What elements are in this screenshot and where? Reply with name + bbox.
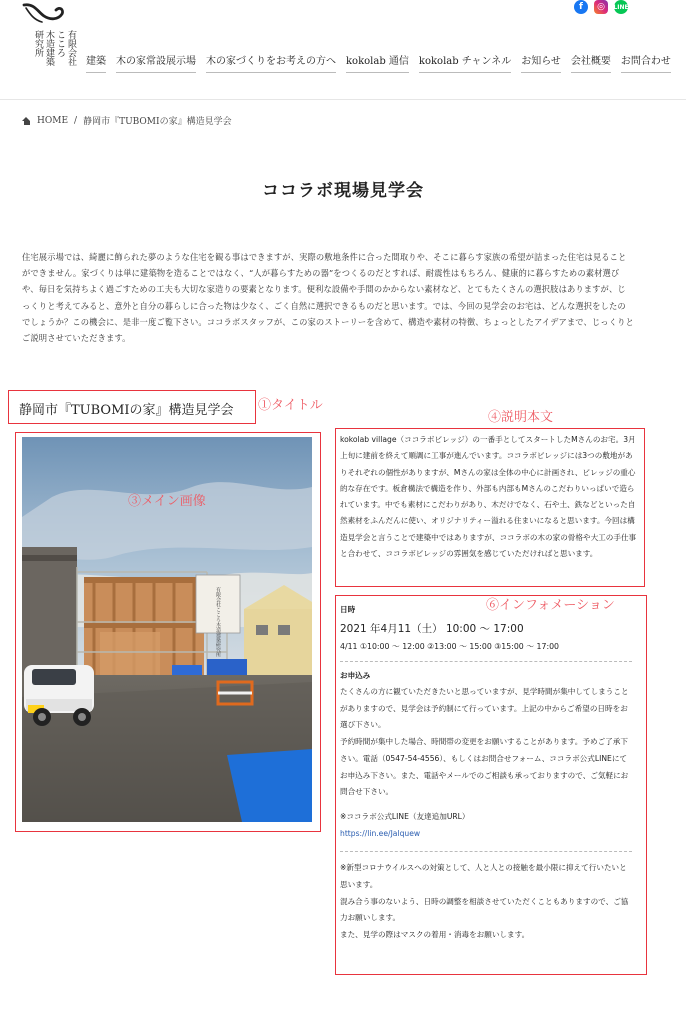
- annotation-title: ①タイトル: [258, 398, 323, 413]
- line-link[interactable]: https://lin.ee/Jalquew: [340, 828, 421, 838]
- covid-notice: ※新型コロナウイルスへの対策として、人と人との接触を最小限に抑えて行いたいと思います。: [340, 863, 627, 890]
- line-icon[interactable]: LINE: [614, 0, 628, 14]
- datetime-label: 日時: [340, 605, 356, 614]
- nav-item-showroom[interactable]: 木の家常設展示場: [116, 52, 196, 73]
- description-text: kokolab village（ココラボビレッジ）の一番手としてスタートしたMさんのお宅。3月上旬に建前を終えて順調に工事が進んでいます。ココラボビレッジには3つの敷地がありそれぞれの個性がありますが、Mさんの家は全体の中心に計画され、ビレッジの重心的な存在です。板倉構法で構造を作り、外部も内部もMさんのこだわりいっぱいで造られています。中でも素材にこだわりがあり、木だけでなく、石や土、鉄などといった自然素材をふんだんに使い、オリジナリティー溢れる住まいになると思います。今回は構造見学会と言うことで建築中ではありますが、ココラボの木の家の骨格や大工の手仕事と合わせて、ココラボビレッジの雰囲気を感じていただければと思います。: [340, 435, 637, 559]
- annotation-image: ③メイン画像: [128, 494, 206, 509]
- logo-text: こころ: [55, 30, 65, 57]
- logo-text: 木造建築: [44, 30, 54, 66]
- nav-item-contact[interactable]: お問合わせ: [621, 52, 671, 73]
- header-divider: [0, 99, 686, 100]
- logo-text: 有限会社: [66, 30, 76, 66]
- breadcrumb: [22, 114, 232, 127]
- apply-text: 予約時間が集中した場合、時間帯の変更をお願いすることがあります。予めご了承下さい。電話（0547-54-4556）、もしくはお問合せフォーム、ココラボ公式LINEにてお申込み下さい。また、電話やメールでのご相談も承っておりますので、ご気軽にお問合せ下さい。: [340, 737, 629, 797]
- home-icon: [22, 117, 31, 125]
- social-links: [574, 0, 628, 14]
- info-divider: [340, 851, 632, 852]
- breadcrumb-home[interactable]: HOME: [37, 115, 69, 126]
- annotation-description: ④説明本文: [488, 410, 554, 425]
- event-time-slots: 4/11 ①10:00 〜 12:00 ②13:00 〜 15:00 ③15:00 〜 17:00: [340, 642, 559, 651]
- global-nav: [86, 52, 671, 73]
- site-logo[interactable]: [18, 2, 74, 72]
- instagram-icon[interactable]: ◎: [594, 0, 608, 14]
- logo-mark-icon: [20, 2, 66, 26]
- nav-item-for-builders[interactable]: 木の家づくりをお考えの方へ: [206, 52, 336, 73]
- covid-notice: 混み合う事のないよう、日時の調整を相談させていただくこともありますので、ご協力お願いします。: [340, 896, 629, 923]
- covid-notice: また、見学の際はマスクの着用・消毒をお願いします。: [340, 930, 530, 940]
- info-divider: [340, 661, 632, 662]
- page-title: ココラボ現場見学会: [262, 181, 424, 201]
- apply-text: たくさんの方に観ていただきたいと思っていますが、見学時間が集中してしまうことがありますので、見学会は予約制にて行っています。上記の中からご希望の日時をお選び下さい。: [340, 687, 629, 730]
- nav-item-channel[interactable]: kokolab チャンネル: [419, 52, 511, 73]
- nav-item-news[interactable]: お知らせ: [521, 52, 561, 73]
- section-title: 静岡市『TUBOMIの家』構造見学会: [19, 403, 234, 418]
- logo-text: 研究所: [33, 30, 43, 57]
- breadcrumb-current: 静岡市『TUBOMIの家』構造見学会: [83, 117, 232, 127]
- nav-item-newsletter[interactable]: kokolab 通信: [346, 52, 409, 73]
- sign-text: 有限会社こころ木造建築研究所: [215, 587, 221, 657]
- event-date: 2021 年4月11（土） 10:00 〜 17:00: [340, 623, 524, 635]
- annotation-info: ⑥インフォメーション: [486, 598, 615, 613]
- facebook-icon[interactable]: f: [574, 0, 588, 14]
- apply-label: お申込み: [340, 671, 371, 680]
- line-label: ※ココラボ公式LINE（友達追加URL）: [340, 811, 470, 821]
- nav-item-company[interactable]: 会社概要: [571, 52, 611, 73]
- breadcrumb-separator: /: [74, 115, 78, 126]
- intro-text: 住宅展示場では、綺麗に飾られた夢のような住宅を観る事はできますが、実際の敷地条件に合った間取りや、そこに暮らす家族の希望が詰まった住宅は見ることができません。家づくりは単に建築物を造ることではなく、“人が暮らすための器”をつくるのだとすれば、耐震性はもちろん、健康的に暮らすための素材選びや、毎日を気持ちよく過ごすための工夫も大切な家造りの要素となります。便利な設備や手間のかからない素材など、とてもたくさんの選択肢はありますが、じっくりと考えてみると、意外と自分の暮らしに合った物は少なく、ごく自然に選択できるものだと思います。では、今回の見学会のお宅は、どんな選択をしたのでしょうか？この機会に、是非一度ご覧下さい。ココラボスタッフが、この家のストーリーを含めて、構造や素材の特徴、ちょっとしたアイデアまで、じっくりとご説明させていただきます。: [22, 252, 634, 344]
- nav-item-architecture[interactable]: 建築: [86, 52, 106, 73]
- info-section: [340, 604, 632, 944]
- title-annotation-box: [8, 390, 256, 424]
